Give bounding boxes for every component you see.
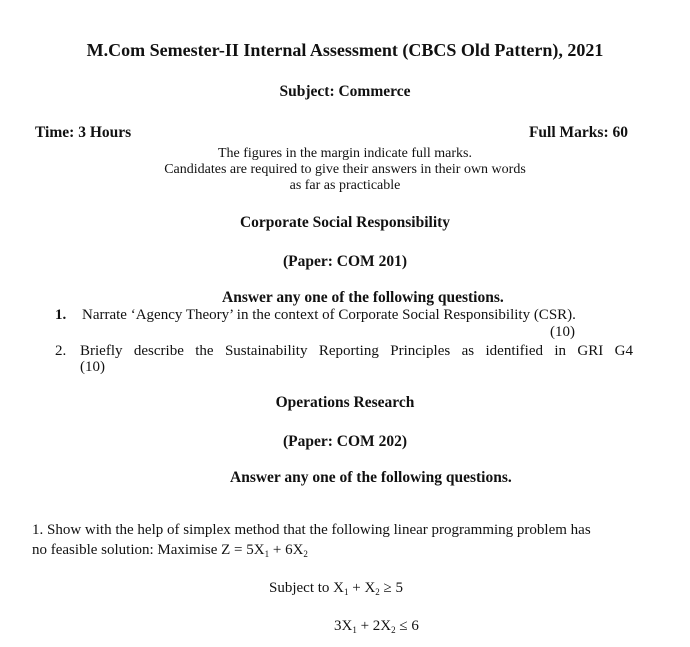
- directive-section-2: Answer any one of the following questions.: [230, 469, 512, 486]
- question-text: Narrate ‘Agency Theory’ in the context of Corporate Social Responsibility (CSR).: [82, 307, 576, 323]
- question-text: Briefly describe the Sustainability Reporting Principles as identified in GRI G4: [80, 343, 633, 359]
- paper-code-202: (Paper: COM 202): [283, 433, 407, 450]
- directive-section-1: Answer any one of the following questions.: [222, 289, 504, 306]
- question-marks: (10): [80, 359, 105, 375]
- instruction-line-2: Candidates are required to give their answers in their own words: [164, 162, 526, 177]
- instruction-line-3: as far as practicable: [289, 178, 401, 193]
- subject-heading: Subject: Commerce: [279, 83, 411, 100]
- instruction-line-1: The figures in the margin indicate full marks.: [217, 146, 472, 161]
- section-title-csr: Corporate Social Responsibility: [239, 214, 451, 231]
- paper-code-201: (Paper: COM 201): [283, 253, 407, 270]
- full-marks-label: Full Marks: 60: [528, 124, 628, 141]
- question-number: 1.: [55, 307, 67, 323]
- constraint-1: Subject to $X_1 + X_2 \ge 5$: [269, 580, 404, 597]
- section-title-or: Operations Research: [275, 394, 415, 411]
- page-title: M.Com Semester-II Internal Assessment (CBCS Old Pattern), 2021: [86, 40, 604, 60]
- question-text-cont: no feasible solution: Maximise $Z = 5X_1 + 6X_2$: [32, 542, 308, 559]
- constraint-2: $3X_1 + 2X_2 \le 6$: [334, 618, 419, 635]
- question-marks: (10): [550, 324, 575, 340]
- question-text: 1. Show with the help of simplex method that the following linear programming problem has: [32, 522, 591, 538]
- time-label: Time: 3 Hours: [35, 124, 132, 141]
- question-number: 2.: [55, 343, 67, 359]
